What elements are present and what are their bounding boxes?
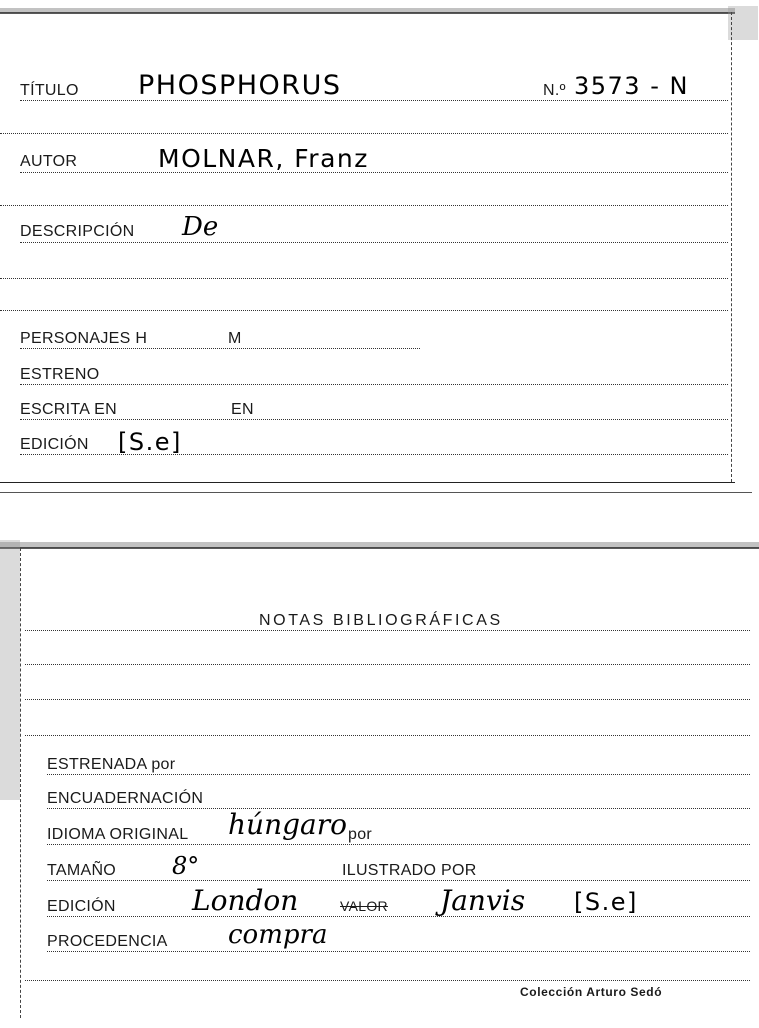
card-left-border [20,548,21,1018]
encuadernacion-label: ENCUADERNACIÓN [47,790,204,807]
estreno-label: ESTRENO [20,366,100,383]
edicion-publisher: Janvis [440,884,526,917]
notas-heading: NOTAS BIBLIOGRÁFICAS [259,612,503,629]
ilustrado-label: ILUSTRADO POR [342,862,477,879]
personajes-m-label: M [228,330,242,347]
idioma-label: IDIOMA ORIGINAL [47,826,189,843]
edicion-city: London [192,884,299,917]
autor-value: MOLNAR, Franz [158,144,369,173]
numero-label: N.º [543,82,566,99]
idioma-line [47,844,750,845]
tamano-label: TAMAÑO [47,862,117,879]
personajes-label: PERSONAJES H [20,330,148,347]
encuadernacion-line [47,808,750,809]
rule-line [25,735,750,736]
idioma-value: húngaro [228,808,347,841]
edicion-value: [S.e] [118,428,182,456]
titulo-label: TÍTULO [20,82,79,99]
estrenada-label: ESTRENADA por [47,756,176,773]
edicion2-line [47,916,750,917]
rule-line [25,699,750,700]
idioma-por-label: por [348,826,373,843]
numero-value: 3573 - N [574,72,689,100]
procedencia-line [47,951,750,952]
edicion-label: EDICIÓN [20,436,89,453]
collection-footer: Colección Arturo Sedó [520,985,663,999]
valor-label: VALOR [340,898,388,914]
card-left-edge [0,540,22,810]
escrita-label: ESCRITA EN [20,401,117,418]
heading-line [25,630,750,631]
tamano-line [47,880,750,881]
procedencia-value: compra [228,920,328,950]
procedencia-label: PROCEDENCIA [47,933,168,950]
tamano-value: 8° [172,852,200,880]
rule-line [25,980,750,981]
escrita-en-label: EN [231,401,254,418]
edicion2-label: EDICIÓN [47,898,116,915]
card-top-edge [0,538,759,558]
estrenada-line [47,774,750,775]
descripcion-value: De [182,212,219,242]
autor-label: AUTOR [20,153,78,170]
descripcion-label: DESCRIPCIÓN [20,223,135,240]
edicion-note: [S.e] [574,888,638,916]
titulo-value: PHOSPHORUS [138,70,342,101]
rule-line [25,664,750,665]
